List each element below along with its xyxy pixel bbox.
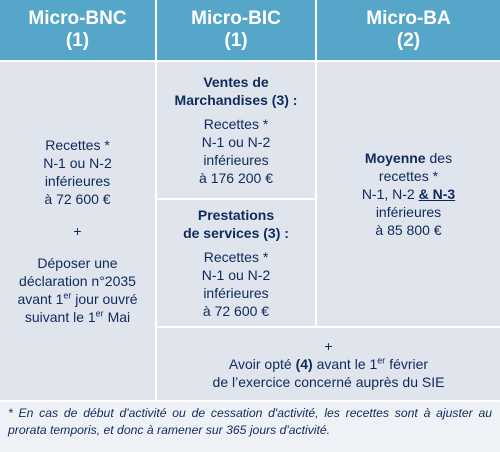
option-line1: Avoir opté (4) avant le 1er février: [228, 355, 429, 372]
header-micro-bic-name: Micro-BIC: [191, 8, 281, 29]
bic-prestations-inferieures: inférieures: [203, 285, 269, 301]
bnc-threshold: à 72 600 €: [44, 191, 111, 207]
option-cell: [157, 328, 500, 400]
header-micro-bic: [157, 0, 315, 60]
bic-ventes-inferieures: inférieures: [203, 152, 269, 168]
bnc-inferieures: inférieures: [44, 173, 111, 189]
ba-moyenne-line: Moyenne des: [364, 150, 453, 166]
footnote: * En cas de début d'activité ou de cessation d'activité, les recettes sont à ajuster au prorata temporis, et donc à ramener sur 365 jours d'activité.: [0, 402, 500, 452]
header-micro-bic-note: (1): [224, 30, 248, 51]
header-micro-ba-name: Micro-BA: [366, 8, 451, 29]
bic-prestations-threshold: à 72 600 €: [202, 303, 270, 319]
bnc-declaration-line1: Déposer une: [37, 255, 118, 271]
bnc-years: N-1 ou N-2: [43, 155, 112, 171]
header-micro-ba-note: (2): [396, 30, 421, 51]
ba-years: N-1, N-2 & N-3: [361, 186, 456, 202]
bnc-declaration-line2: déclaration n°2035: [19, 273, 136, 289]
bnc-declaration-line4: suivant le 1er Mai: [24, 308, 131, 325]
bic-ventes-years: N-1 ou N-2: [201, 134, 271, 150]
header-micro-ba: [317, 0, 500, 60]
ba-inferieures: inférieures: [375, 204, 442, 220]
bic-ventes-threshold: à 176 200 €: [199, 170, 273, 186]
header-micro-bnc-note: (1): [65, 30, 90, 51]
bnc-recettes: Recettes *: [45, 137, 110, 153]
bic-ventes-cell: [157, 62, 315, 198]
bnc-declaration-line3: avant 1er jour ouvré: [17, 290, 138, 307]
bic-ventes-title-line2: Marchandises (3) :: [174, 92, 298, 108]
bic-prestations-cell: [157, 200, 315, 326]
ba-conditions-cell: [317, 62, 500, 326]
bic-prestations-title-line2: de services (3) :: [183, 225, 289, 241]
header-micro-bnc: [0, 0, 155, 60]
bic-prestations-years: N-1 ou N-2: [201, 267, 271, 283]
option-plus: +: [324, 338, 333, 354]
bnc-plus: +: [73, 223, 82, 239]
bic-ventes-title-line1: Ventes de: [203, 74, 269, 90]
bic-prestations-recettes: Recettes *: [203, 249, 269, 265]
option-line2: de l’exercice concerné auprès du SIE: [212, 374, 445, 390]
header-micro-bnc-name: Micro-BNC: [28, 8, 127, 29]
ba-threshold: à 85 800 €: [375, 222, 442, 238]
bic-ventes-recettes: Recettes *: [203, 116, 269, 132]
bic-prestations-title-line1: Prestations: [197, 207, 275, 223]
ba-recettes: recettes *: [378, 168, 439, 184]
bnc-conditions-cell: [0, 62, 155, 400]
